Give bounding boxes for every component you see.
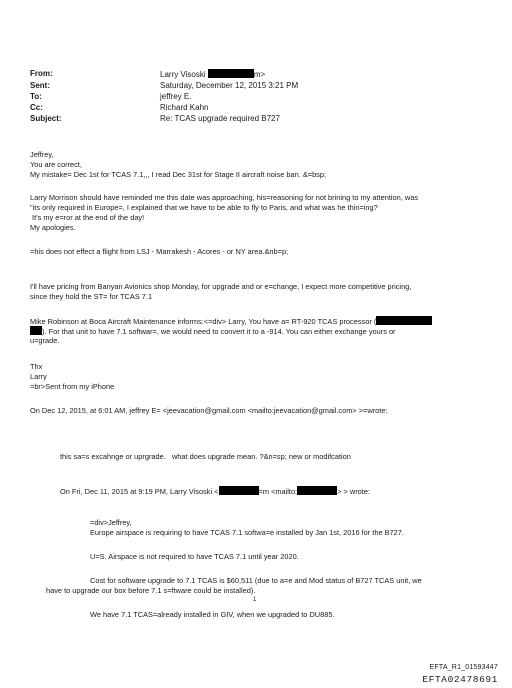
body-text: =m <mailto: <box>258 487 298 496</box>
body-text: ). For that unit to have 7.1 softwar=, we would need to convert it to a -914. You can either exchange yours or <box>42 327 396 336</box>
body-line: Jeffrey, <box>30 150 54 159</box>
body-text: On Fri, Dec 11, 2015 at 9:19 PM, Larry Visoski < <box>60 487 219 496</box>
body-line: I'll have pricing from Banyan Avionics shop Monday, for upgrade and or e=change, I expect more competitive pricing, <box>30 282 412 291</box>
sent-value: Saturday, December 12, 2015 3:21 PM <box>160 81 299 90</box>
body-line: Thx <box>30 362 43 371</box>
body-line: My mistake= Dec 1st for TCAS 7.1,,, I read Dec 31st for Stage II aircraft noise ban. &=bsp; <box>30 170 327 179</box>
to-value: jeffrey E. <box>160 92 192 101</box>
body-line: "its only required in Europe=, I explained that we have to be able to fly to Paris, and what was he thin=ing? <box>30 203 378 212</box>
page-number: 1 <box>253 597 257 603</box>
body-line: since they hold the ST= for TCAS 7.1 <box>30 292 153 301</box>
body-line: =br>Sent from my iPhone <box>30 382 115 391</box>
quoted-line: We have 7.1 TCAS=already installed in GIV, when we upgraded to DU885. <box>90 610 335 619</box>
cc-value: Richard Kahn <box>160 103 209 112</box>
redaction-box <box>219 486 259 495</box>
body-line: Larry <box>30 372 47 381</box>
redaction-box <box>30 326 42 335</box>
quoted-line: U=S. Airspace is not required to have TCAS 7.1 until year 2020. <box>90 552 299 561</box>
body-line: My apologies. <box>30 223 76 232</box>
from-label: From: <box>30 69 53 78</box>
subject-label: Subject: <box>30 114 62 123</box>
body-line: You are correct, <box>30 160 82 169</box>
body-line: =his does not effect a flight from LSJ - Marrakesh - Acores - or NY area.&nb=p; <box>30 247 289 256</box>
body-line: Larry Morrison should have reminded me this date was approaching, his=reasoning for not brining to my attention, was <box>30 193 419 202</box>
cc-label: Cc: <box>30 103 43 112</box>
quoted-line <box>60 486 370 496</box>
body-line <box>30 326 396 336</box>
body-text: Mike Robinson at Boca Aircraft Maintenance informs:<=div> Larry, You have a= RT-920 TCAS processor ( <box>30 317 377 326</box>
to-label: To: <box>30 92 42 101</box>
quoted-line: Cost for software upgrade to 7.1 TCAS is $60,511 (due to a=e and Mod status of B727 TCAS unit, we <box>90 576 422 585</box>
from-suffix: m> <box>253 70 266 79</box>
subject-value: Re: TCAS upgrade required B727 <box>160 114 280 123</box>
redaction-box <box>376 316 432 325</box>
body-line: It's my e=ror at the end of the day! <box>30 213 145 222</box>
quoted-line: =div>Jeffrey, <box>90 518 132 527</box>
quoted-line: have to upgrade our box before 7.1 s=ftware could be installed). <box>46 586 256 595</box>
from-name: Larry Visoski <box>160 70 206 79</box>
body-line <box>30 316 432 326</box>
from-value <box>160 69 265 80</box>
sent-label: Sent: <box>30 81 50 90</box>
body-line: On Dec 12, 2015, at 6:01 AM, jeffrey E= <jeevacation@gmail.com <mailto:jeevacation@gmail.com> >=wrote: <box>30 406 388 415</box>
redaction-box <box>297 486 337 495</box>
body-text: > > wrote: <box>337 487 370 496</box>
quoted-line: Europe airspace is requiring to have TCAS 7.1 softwa=e installed by Jan 1st, 2016 for the B727. <box>90 528 404 537</box>
efta-id-large: EFTA02478691 <box>422 674 498 685</box>
redaction-box <box>208 69 254 78</box>
body-line: u=grade. <box>30 336 60 345</box>
efta-id-small: EFTA_R1_01593447 <box>429 664 498 671</box>
quoted-line: this sa=s excahnge or uprgrade. what does upgrade mean. ?&n=sp; new or modifcation <box>60 452 351 461</box>
